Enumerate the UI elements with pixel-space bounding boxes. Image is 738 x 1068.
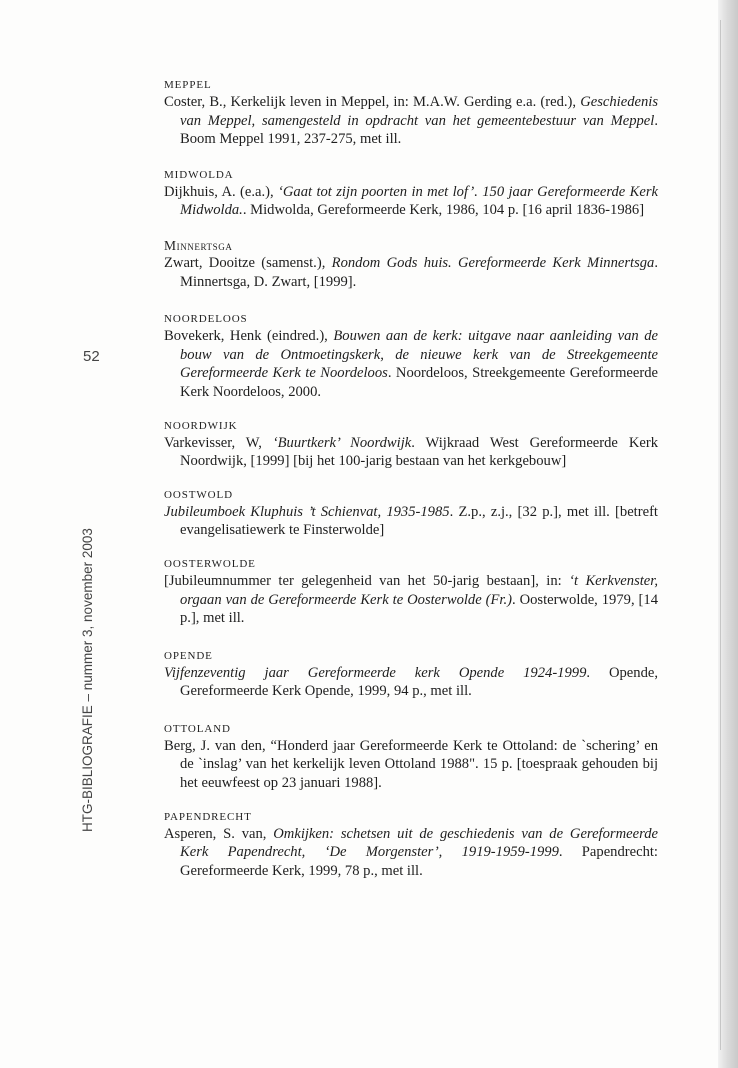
entry-minnertsga: [164, 239, 658, 291]
entry-title: Vijfenzeventig jaar Gereformeerde kerk Opende 1924-1999: [164, 664, 587, 681]
entry-title: ‘t Kerkvenster, orgaan van de Gereformeerde Kerk te Oosterwolde (Fr.): [180, 572, 658, 608]
entry-ottoland: [164, 722, 658, 793]
entry-title: ‘Gaat tot zijn poorten in met lof’. 150 jaar Gereformeerde Kerk Midwolda.: [180, 183, 658, 219]
entry-reference: Vijfenzeventig jaar Gereformeerde kerk Opende 1924-1999. Opende, Gereformeerde Kerk Opende, 1999, 94 p., met ill.: [164, 664, 658, 700]
entry-oosterwolde: [164, 557, 658, 628]
page-edge-shadow: [718, 0, 738, 1068]
entry-place: NOORDELOOS: [164, 313, 248, 326]
entry-oostwold: [164, 488, 658, 540]
entry-reference: Berg, J. van den, “Honderd jaar Gereformeerde Kerk te Ottoland: de `schering’ en de `inslag’ van het kerkelijk leven Ottoland 1988". 15 p. [toespraak gehouden bij het eeuwfeest op 23 januari 1988].: [164, 737, 658, 792]
entry-title: Geschiedenis van Meppel, samengesteld in opdracht van het gemeentebestuur van Meppel: [180, 94, 658, 129]
entry-place: PAPENDRECHT: [164, 810, 252, 823]
entry-reference: Varkevisser, W, ‘Buurtkerk’ Noordwijk. Wijkraad West Gereformeerde Kerk Noordwijk, [1999] [bij het 100-jarig bestaan van het kerkgebouw]: [164, 434, 658, 470]
entry-reference: Asperen, S. van, Omkijken: schetsen uit de geschiedenis van de Gereformeerde Kerk Papendrecht, ‘De Morgenster’, 1919-1959-1999. Papendrecht: Gereformeerde Kerk, 1999, 78 p., met ill.: [164, 825, 658, 879]
entry-title: Bouwen aan de kerk: uitgave naar aanleiding van de bouw van de Ontmoetingskerk, de nieuwe kerk van de Streekgemeente Gereformeerde Kerk te Noordeloos: [180, 328, 659, 382]
entry-meppel: [164, 78, 658, 149]
entry-reference: Dijkhuis, A. (e.a.), ‘Gaat tot zijn poorten in met lof’. 150 jaar Gereformeerde Kerk Midwolda.. Midwolda, Gereformeerde Kerk, 1986, 104 p. [16 april 1836-1986]: [164, 183, 658, 219]
entry-opende: [164, 649, 658, 701]
entry-midwolda: [164, 168, 658, 220]
page-edge-line: [720, 20, 721, 1050]
entry-noordwijk: [164, 419, 658, 471]
entry-place: OPENDE: [164, 649, 213, 662]
entry-title: Omkijken: schetsen uit de geschiedenis van de Gereformeerde Kerk Papendrecht, ‘De Morgenster’, 1919-1959-1999: [180, 825, 658, 861]
entry-place: Minnertsga: [164, 237, 233, 253]
entry-title: Jubileumboek Kluphuis ’t Schienvat, 1935-1985: [164, 503, 450, 520]
entry-title: ‘Buurtkerk’ Noordwijk: [272, 434, 412, 451]
entry-place: MEPPEL: [164, 79, 212, 91]
entry-place: NOORDWIJK: [164, 419, 238, 432]
entry-reference: Jubileumboek Kluphuis ’t Schienvat, 1935-1985. Z.p., z.j., [32 p.], met ill. [betreft evangelisatiewerk te Finsterwolde]: [164, 503, 658, 539]
entry-reference: [Jubileumnummer ter gelegenheid van het 50-jarig bestaan], in: ‘t Kerkvenster, orgaan van de Gereformeerde Kerk te Oosterwolde (Fr.). Oosterwolde, 1979, [14 p.], met ill.: [164, 572, 658, 627]
running-head: HTG-BIBLIOGRAFIE – nummer 3, november 2003: [80, 528, 95, 832]
page-number: 52: [83, 348, 100, 365]
entry-reference: Zwart, Dooitze (samenst.), Rondom Gods huis. Gereformeerde Kerk Minnertsga. Minnertsga, D. Zwart, [1999].: [164, 254, 659, 290]
bibliography-list: [164, 78, 658, 880]
entry-reference: Bovekerk, Henk (eindred.), Bouwen aan de kerk: uitgave naar aanleiding van de bouw van de Ontmoetingskerk, de nieuwe kerk van de Streekgemeente Gereformeerde Kerk te Noordeloos. Noordeloos, Streekgemeente Gereformeerde Kerk Noordeloos, 2000.: [164, 328, 659, 400]
entry-papendrecht: [164, 810, 658, 881]
entry-title: Rondom Gods huis. Gereformeerde Kerk Minnertsga: [331, 254, 655, 271]
entry-place: OOSTERWOLDE: [164, 557, 256, 570]
entry-place: MIDWOLDA: [164, 168, 234, 181]
entry-reference: Coster, B., Kerkelijk leven in Meppel, in: M.A.W. Gerding e.a. (red.), Geschiedenis van Meppel, samengesteld in opdracht van het gemeentebestuur van Meppel. Boom Meppel 1991, 237-275, met ill.: [164, 94, 658, 148]
entry-noordeloos: [164, 312, 658, 401]
entry-place: OOSTWOLD: [164, 488, 233, 501]
entry-place: OTTOLAND: [164, 722, 231, 735]
